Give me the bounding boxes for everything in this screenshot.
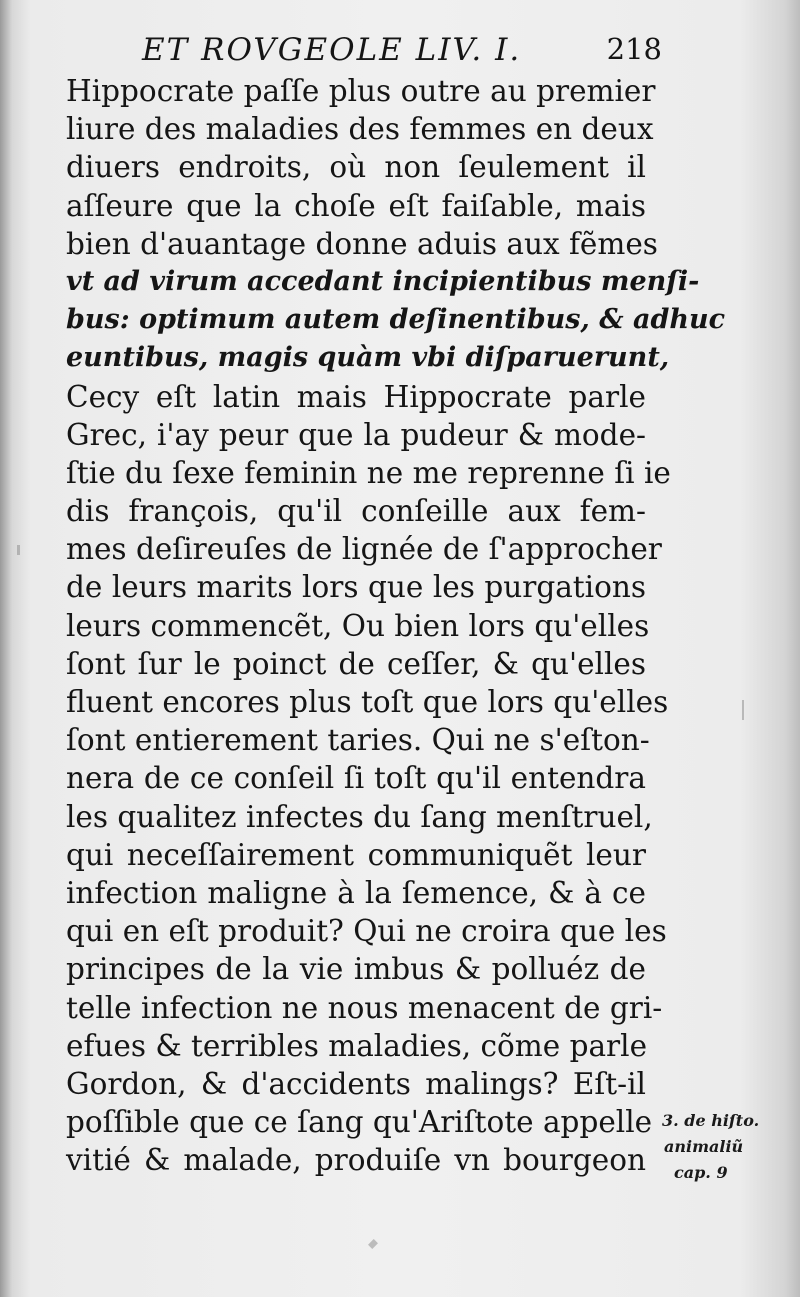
text-line: qui neceſſairement communiquẽt leur: [66, 837, 646, 872]
text-line: dis françois, qu'il conſeille aux fem-: [66, 494, 646, 529]
text-line: liure des maladies des femmes en deux: [66, 112, 654, 147]
text-line: nera de ce conſeil ſi toſt qu'il entendra: [66, 761, 646, 796]
text-line: infection maligne à la ſemence, & à ce: [66, 875, 646, 910]
marginal-citation-line: 3. de hiſto.: [662, 1111, 760, 1130]
page-header: [142, 32, 662, 72]
text-line: Grec, i'ay peur que la pudeur & mode-: [66, 417, 646, 452]
running-title: ET ROVGEOLE LIV. I.: [142, 32, 522, 68]
text-line: qui en eſt produit? Qui ne croira que les: [66, 914, 667, 949]
text-line: aſſeure que la choſe eſt faiſable, mais: [66, 188, 646, 223]
page-number: 218: [606, 32, 662, 66]
marginal-citation: [662, 1108, 792, 1186]
paper-speck: [368, 1239, 378, 1249]
text-line: mes deſireuſes de lignée de ſ'approcher: [66, 532, 662, 567]
text-line: Gordon, & d'accidents malings? Eſt-il: [66, 1066, 646, 1101]
text-line: bien d'auantage donne aduis aux fẽmes: [66, 226, 658, 261]
latin-quote-line: bus: optimum autem deſinentibus, & adhuc: [66, 304, 726, 336]
text-line: telle infection ne nous menacent de gri-: [66, 990, 663, 1025]
text-line: fluent encores plus toſt que lors qu'elles: [66, 685, 669, 719]
text-line: les qualitez infectes du ſang menſtruel,: [66, 799, 653, 834]
text-line: ſont entierement taries. Qui ne s'eſton-: [66, 723, 650, 758]
text-line: poſſible que ce ſang qu'Ariſtote appelle: [66, 1105, 653, 1140]
text-line: vitié & malade, produiſe vn bourgeon: [66, 1143, 646, 1178]
text-line: Cecy eſt latin mais Hippocrate parle: [66, 379, 646, 414]
text-line: de leurs marits lors que les purgations: [66, 570, 646, 605]
text-line: diuers endroits, où non ſeulement il: [66, 150, 646, 185]
marginal-citation-line: cap. 9: [674, 1163, 728, 1182]
text-line: principes de la vie imbus & polluéz de: [66, 952, 646, 987]
marginal-citation-line: animaliũ: [664, 1137, 744, 1156]
text-line: ſont ſur le poinct de ceſſer, & qu'elles: [66, 646, 646, 681]
latin-quote-line: vt ad virum accedant incipientibus menſi-: [66, 265, 700, 297]
latin-quote-line: euntibus, magis quàm vbi diſparuerunt,: [66, 342, 670, 374]
text-line: leurs commencẽt, Ou bien lors qu'elles: [66, 608, 650, 643]
text-line: Hippocrate paſſe plus outre au premier: [66, 74, 656, 108]
paper-speck: [17, 545, 20, 555]
text-line: ſtie du ſexe feminin ne me reprenne ſi ie: [66, 455, 671, 490]
paper-speck: [742, 700, 744, 720]
text-line: efues & terribles maladies, cõme parle: [66, 1028, 648, 1063]
